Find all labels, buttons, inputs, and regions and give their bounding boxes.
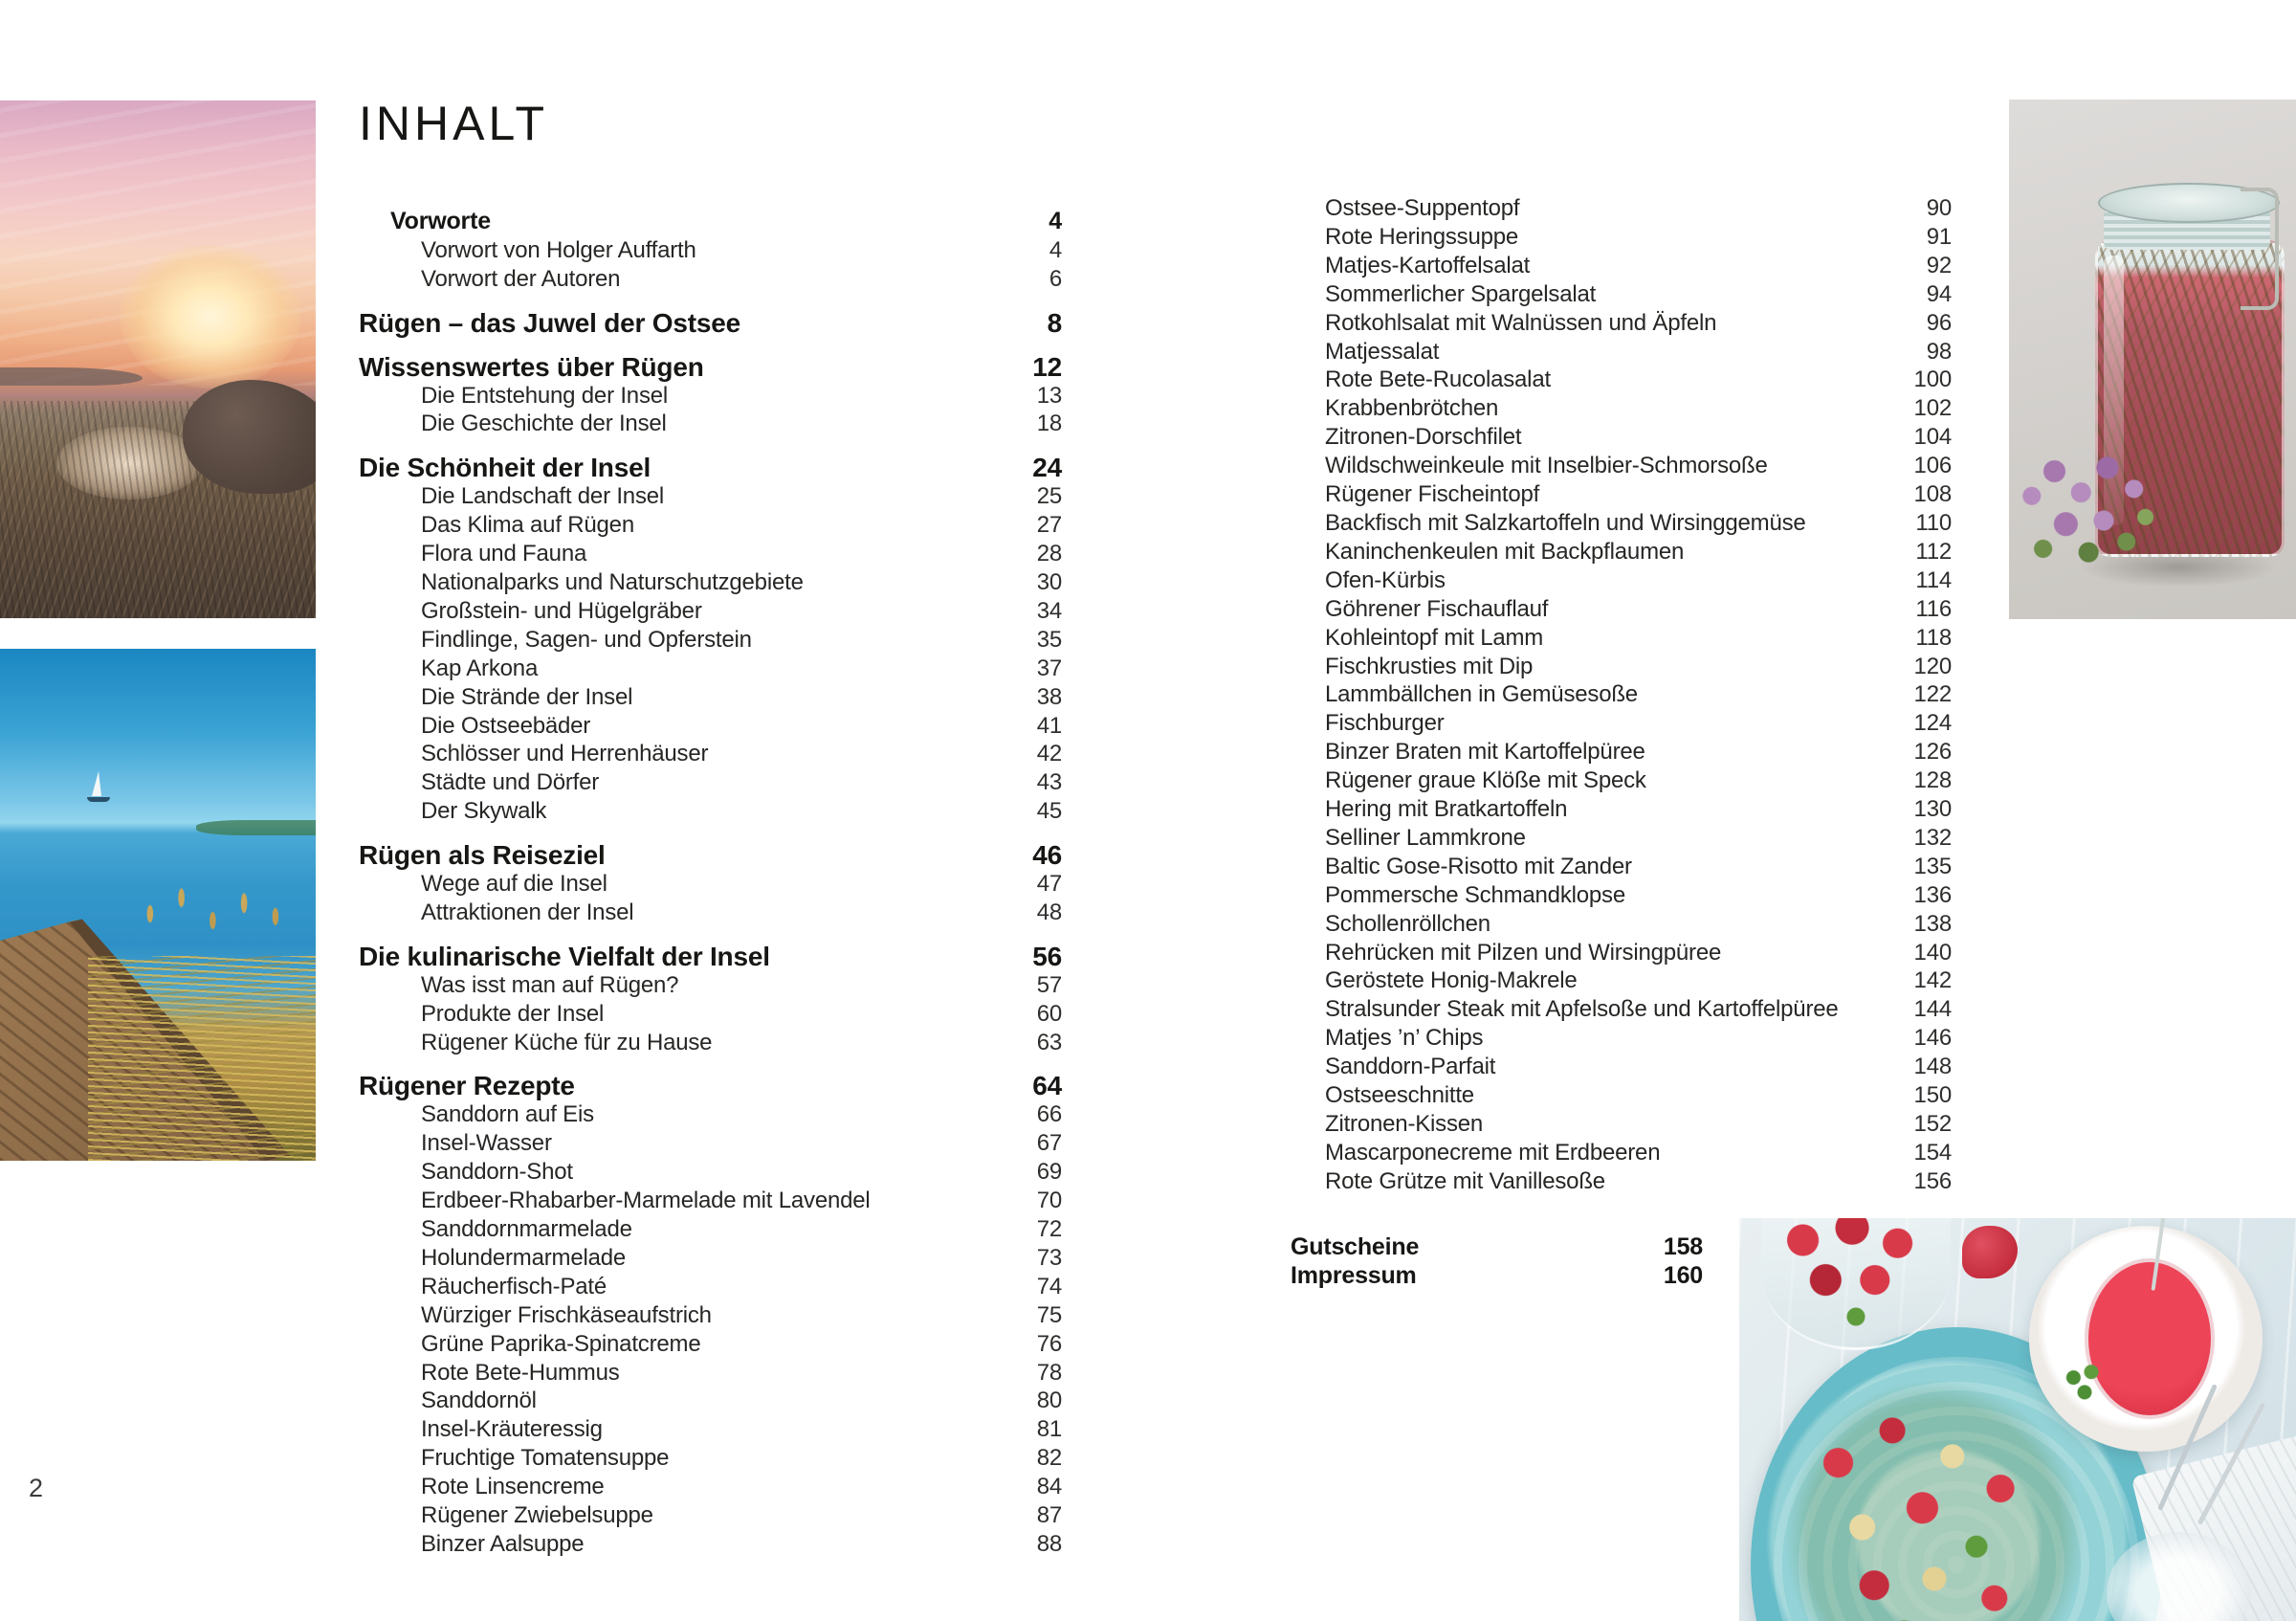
toc-section-heading-label: Vorworte [390,208,491,234]
toc-item [1325,939,1952,967]
toc-item-page: 78 [1036,1359,1062,1386]
toc-item-label: Insel-Kräuteressig [421,1416,603,1443]
toc-item-page: 124 [1913,710,1952,737]
toc-item-label: Rote Bete-Hummus [421,1359,620,1386]
toc-item-label: Rote Grütze mit Vanillesoße [1325,1167,1605,1194]
toc-item-page: 112 [1915,538,1952,565]
toc-item [359,1359,1062,1388]
toc-item [359,870,1062,899]
toc-item-label: Rügener Fischeintopf [1325,481,1540,508]
toc-section-heading-page: 158 [1663,1233,1703,1260]
toc-item [359,265,1062,294]
toc-item-label: Erdbeer-Rhabarber-Marmelade mit Lavendel [421,1188,871,1214]
toc-item-label: Die Landschaft der Insel [421,483,665,510]
toc-item-label: Göhrener Fischauflauf [1325,595,1549,622]
toc-item-page: 114 [1915,566,1952,593]
toc-item-page: 41 [1036,712,1062,739]
toc-item-label: Zitronen-Dorschfilet [1325,424,1522,451]
toc-item [1325,452,1952,480]
toc-item-page: 45 [1036,798,1062,825]
toc-item-page: 43 [1036,769,1062,796]
sailboat-icon [92,771,101,796]
toc-section-heading-page: 12 [1032,351,1062,382]
toc-item [359,1330,1062,1359]
toc-item [1325,680,1952,709]
toc-item-label: Matjessalat [1325,338,1440,365]
toc-item-page: 60 [1036,1000,1062,1027]
toc-item-page: 75 [1036,1301,1062,1328]
toc-item-label: Hering mit Bratkartoffeln [1325,796,1568,823]
toc-item-label: Kohleintopf mit Lamm [1325,624,1544,651]
toc-item [359,1273,1062,1301]
toc-item [359,1158,1062,1187]
toc-section-heading [359,208,1062,236]
herb-jar-photo [2009,100,2296,619]
toc-item-label: Geröstete Honig-Makrele [1325,967,1578,994]
toc-item [359,1000,1062,1029]
toc-section-heading [1291,1261,1703,1290]
toc-section-heading-label: Rügener Rezepte [359,1071,575,1101]
toc-item-label: Krabbenbrötchen [1325,395,1499,422]
toc-item-page: 130 [1913,796,1952,823]
toc-item-page: 6 [1049,265,1062,292]
toc-item [1325,1081,1952,1110]
toc-item-label: Zitronen-Kissen [1325,1111,1484,1137]
toc-item-page: 132 [1913,824,1952,851]
toc-item [359,1301,1062,1330]
toc-section-heading [359,353,1062,382]
toc-item-label: Fischburger [1325,710,1445,737]
toc-section-heading-label: Rügen als Reiseziel [359,840,606,871]
toc-item-label: Würziger Frischkäseaufstrich [421,1301,712,1328]
toc-item-label: Insel-Wasser [421,1130,552,1157]
jetty-lake-photo [0,649,316,1161]
toc-section-heading-label: Rügen – das Juwel der Ostsee [359,307,740,338]
toc-item-page: 102 [1913,395,1952,422]
toc-item-label: Binzer Aalsuppe [421,1530,585,1557]
toc-item [1325,881,1952,910]
toc-item [1325,653,1952,681]
toc-item-label: Ofen-Kürbis [1325,566,1446,593]
sun-shape [120,245,301,389]
toc-item [1325,966,1952,995]
toc-section-heading [1291,1232,1703,1261]
toc-item-page: 73 [1036,1244,1062,1271]
toc-item-label: Sanddorn auf Eis [421,1101,594,1128]
toc-item-page: 81 [1036,1416,1062,1443]
toc-item-page: 110 [1915,509,1952,536]
toc-item-label: Nationalparks und Naturschutzgebiete [421,568,804,595]
toc-item-label: Stralsunder Steak mit Apfelsoße und Kartoffelpüree [1325,996,1839,1023]
toc-item-label: Großstein- und Hügelgräber [421,597,702,624]
toc-item-page: 142 [1913,967,1952,994]
toc-item-page: 126 [1913,739,1952,766]
toc-item-page: 67 [1036,1130,1062,1157]
toc-item-label: Die Entstehung der Insel [421,382,669,409]
toc-item [1325,1139,1952,1167]
toc-item-page: 84 [1036,1474,1062,1500]
toc-item [1325,824,1952,853]
toc-item [1325,509,1952,538]
toc-item-label: Schlösser und Herrenhäuser [421,741,709,767]
toc-item-label: Produkte der Insel [421,1000,605,1027]
toc-item-label: Fruchtige Tomatensuppe [421,1445,670,1472]
toc-item-label: Was isst man auf Rügen? [421,971,679,998]
toc-item [1325,423,1952,452]
toc-item-page: 150 [1913,1082,1952,1109]
toc-item-label: Backfisch mit Salzkartoffeln und Wirsinggemüse [1325,509,1806,536]
toc-item-page: 34 [1036,597,1062,624]
toc-item-page: 122 [1913,681,1952,708]
toc-item [1325,1110,1952,1139]
toc-item-label: Sanddorn-Shot [421,1159,573,1186]
toc-item-page: 108 [1913,481,1952,508]
toc-section-heading [359,943,1062,971]
toc-item-label: Matjes ’n’ Chips [1325,1025,1484,1052]
toc-item-label: Matjes-Kartoffelsalat [1325,252,1531,278]
toc-item-label: Baltic Gose-Risotto mit Zander [1325,853,1632,879]
toc-item-page: 18 [1036,411,1062,437]
toc-item [1325,280,1952,309]
toc-item-label: Sommerlicher Spargelsalat [1325,280,1597,307]
toc-item-label: Rote Linsencreme [421,1474,605,1500]
toc-item [1325,394,1952,423]
toc-item [1325,538,1952,566]
toc-item-label: Rote Heringssuppe [1325,223,1519,250]
toc-item-label: Sanddorn-Parfait [1325,1054,1496,1080]
toc-footer-sections [1291,1232,1703,1290]
toc-item [359,1415,1062,1444]
toc-item-page: 4 [1049,236,1062,263]
toc-item-label: Kap Arkona [421,655,539,681]
toc-item-page: 80 [1036,1388,1062,1414]
toc-item-label: Städte und Dörfer [421,769,600,796]
toc-item-label: Mascarponecreme mit Erdbeeren [1325,1139,1661,1166]
toc-item-label: Räucherfisch-Paté [421,1273,607,1299]
toc-item [1325,366,1952,394]
toc-item [1325,766,1952,795]
toc-item [1325,624,1952,653]
toc-item-page: 47 [1036,871,1062,898]
toc-item-page: 146 [1913,1025,1952,1052]
toc-section-heading-page: 46 [1032,840,1062,871]
toc-item-page: 156 [1913,1167,1952,1194]
toc-item [359,568,1062,597]
toc-item [1325,738,1952,766]
toc-item [359,597,1062,626]
toc-item-page: 82 [1036,1445,1062,1472]
toc-item [359,1129,1062,1158]
toc-section-heading-page: 8 [1047,307,1062,338]
toc-item-page: 116 [1915,595,1952,622]
toc-item-label: Rotkohlsalat mit Walnüssen und Äpfeln [1325,309,1717,336]
toc-right-column [1325,194,1952,1196]
toc-item [359,1244,1062,1273]
toc-item [1325,795,1952,824]
toc-item-label: Ostseeschnitte [1325,1082,1474,1109]
toc-item-label: Fischkrusties mit Dip [1325,653,1534,679]
toc-item-label: Selliner Lammkrone [1325,824,1526,851]
toc-item-page: 76 [1036,1330,1062,1357]
toc-item [359,1100,1062,1129]
toc-item [1325,595,1952,624]
toc-item-page: 87 [1036,1502,1062,1529]
toc-item [359,683,1062,712]
toc-item-page: 140 [1913,939,1952,966]
toc-item [359,1387,1062,1415]
toc-item [1325,995,1952,1024]
toc-item-page: 66 [1036,1101,1062,1128]
toc-item-page: 72 [1036,1216,1062,1242]
parsley-shape [2057,1355,2112,1411]
toc-item-page: 154 [1913,1139,1952,1166]
toc-item-label: Wildschweinkeule mit Inselbier-Schmorsoße [1325,453,1768,479]
reed-heads-shape [129,874,303,1007]
toc-item-label: Schollenröllchen [1325,910,1490,937]
toc-item-page: 37 [1036,655,1062,681]
toc-section-heading-page: 56 [1032,941,1062,971]
toc-item [1325,1167,1952,1196]
page-title: INHALT [359,97,549,150]
toc-item-label: Kaninchenkeulen mit Backpflaumen [1325,538,1685,565]
sunset-coast-photo [0,100,316,618]
toc-item [1325,194,1952,223]
toc-item-label: Der Skywalk [421,798,547,825]
toc-item-page: 128 [1913,767,1952,794]
toc-item-label: Holundermarmelade [421,1244,627,1271]
toc-item-page: 27 [1036,512,1062,539]
toc-item [1325,910,1952,939]
toc-item [359,540,1062,568]
toc-item [359,1444,1062,1473]
toc-section-heading-page: 160 [1663,1262,1703,1289]
toc-section-heading [359,841,1062,870]
toc-item-label: Findlinge, Sagen- und Opferstein [421,626,752,653]
toc-item [359,768,1062,797]
toc-item [1325,566,1952,595]
toc-item [359,712,1062,741]
toc-section-heading [359,309,1062,338]
toc-item [1325,338,1952,366]
toc-item-page: 42 [1036,741,1062,767]
toc-item-page: 69 [1036,1159,1062,1186]
strawberry-shape [1962,1226,2018,1278]
toc-item-page: 74 [1036,1273,1062,1299]
toc-item-label: Wege auf die Insel [421,871,607,898]
toc-item-label: Pommersche Schmandklopse [1325,881,1626,908]
treeline-shape [196,820,316,835]
toc-item-page: 63 [1036,1029,1062,1055]
toc-item-page: 96 [1926,309,1952,336]
toc-item [1325,709,1952,738]
toc-item-page: 48 [1036,899,1062,925]
toc-section-heading [359,1072,1062,1100]
toc-item-page: 28 [1036,541,1062,567]
toc-item [359,740,1062,768]
toc-item-page: 88 [1036,1530,1062,1557]
toc-item-page: 120 [1913,653,1952,679]
toc-item-label: Sanddornöl [421,1388,537,1414]
toc-section-heading-label: Die kulinarische Vielfalt der Insel [359,941,770,971]
toc-item-label: Attraktionen der Insel [421,899,634,925]
toc-item [1325,1053,1952,1081]
toc-item-label: Rehrücken mit Pilzen und Wirsingpüree [1325,939,1722,966]
toc-item-label: Vorwort von Holger Auffarth [421,236,696,263]
toc-item [359,1530,1062,1559]
toc-item-page: 98 [1926,338,1952,365]
toc-section-heading [359,454,1062,482]
toc-item-label: Die Strände der Insel [421,683,633,710]
toc-section-heading-label: Impressum [1291,1262,1417,1289]
strawberry-salad-photo [1739,1218,2296,1621]
toc-item-page: 25 [1036,483,1062,510]
toc-item-page: 13 [1036,382,1062,409]
toc-item-label: Grüne Paprika-Spinatcreme [421,1330,701,1357]
toc-item [1325,480,1952,509]
toc-item [359,1029,1062,1057]
toc-section-heading-label: Die Schönheit der Insel [359,453,651,483]
toc-item-label: Lammbällchen in Gemüsesoße [1325,681,1638,708]
toc-item-page: 35 [1036,626,1062,653]
toc-item-label: Rügener Zwiebelsuppe [421,1502,653,1529]
toc-item [1325,1024,1952,1053]
toc-item [359,1187,1062,1215]
jar-clamp-shape [2241,188,2279,309]
toc-item [359,971,1062,1000]
toc-section-heading-label: Gutscheine [1291,1233,1420,1260]
toc-item-label: Rügener graue Klöße mit Speck [1325,767,1646,794]
toc-section-heading-page: 4 [1049,208,1062,234]
toc-item-page: 136 [1913,881,1952,908]
toc-item-page: 148 [1913,1054,1952,1080]
toc-item-page: 30 [1036,568,1062,595]
toc-item-label: Flora und Fauna [421,541,587,567]
toc-item [1325,309,1952,338]
toc-item-page: 57 [1036,971,1062,998]
toc-item-page: 152 [1913,1111,1952,1137]
toc-item-page: 92 [1926,252,1952,278]
toc-item-page: 138 [1913,910,1952,937]
toc-item-page: 70 [1036,1188,1062,1214]
toc-item-label: Rügener Küche für zu Hause [421,1029,713,1055]
page-number: 2 [29,1474,44,1502]
toc-item [359,655,1062,683]
toc-item-page: 100 [1913,366,1952,393]
toc-item [1325,853,1952,881]
toc-item-page: 106 [1913,453,1952,479]
toc-item-page: 94 [1926,280,1952,307]
toc-item [359,626,1062,655]
toc-item [359,797,1062,826]
toc-item [359,511,1062,540]
toc-item [359,410,1062,438]
toc-item-page: 104 [1913,424,1952,451]
toc-item [359,1473,1062,1501]
toc-item-label: Die Geschichte der Insel [421,411,667,437]
toc-item-label: Das Klima auf Rügen [421,512,634,539]
toc-item-label: Rote Bete-Rucolasalat [1325,366,1551,393]
toc-section-heading-page: 64 [1032,1071,1062,1101]
toc-item [359,482,1062,511]
toc-item-page: 38 [1036,683,1062,710]
toc-section-heading-page: 24 [1032,453,1062,483]
toc-item-page: 91 [1926,223,1952,250]
toc-item [359,236,1062,265]
toc-item [359,1215,1062,1244]
thyme-flowers-shape [2009,422,2198,599]
toc-item-page: 118 [1915,624,1952,651]
toc-item [1325,223,1952,252]
toc-item-label: Die Ostseebäder [421,712,591,739]
toc-item-label: Ostsee-Suppentopf [1325,195,1520,221]
toc-item [359,899,1062,927]
toc-left-column [359,192,1062,1559]
toc-item [359,1501,1062,1530]
toc-item [359,382,1062,411]
toc-item-page: 135 [1913,853,1952,879]
toc-item-label: Vorwort der Autoren [421,265,621,292]
toc-item [1325,252,1952,280]
toc-item-page: 90 [1926,195,1952,221]
toc-item-label: Sanddornmarmelade [421,1216,632,1242]
toc-item-page: 144 [1913,996,1952,1023]
toc-item-label: Binzer Braten mit Kartoffelpüree [1325,739,1645,766]
sailboat-hull-shape [87,797,110,802]
toc-section-heading-label: Wissenswertes über Rügen [359,351,704,382]
